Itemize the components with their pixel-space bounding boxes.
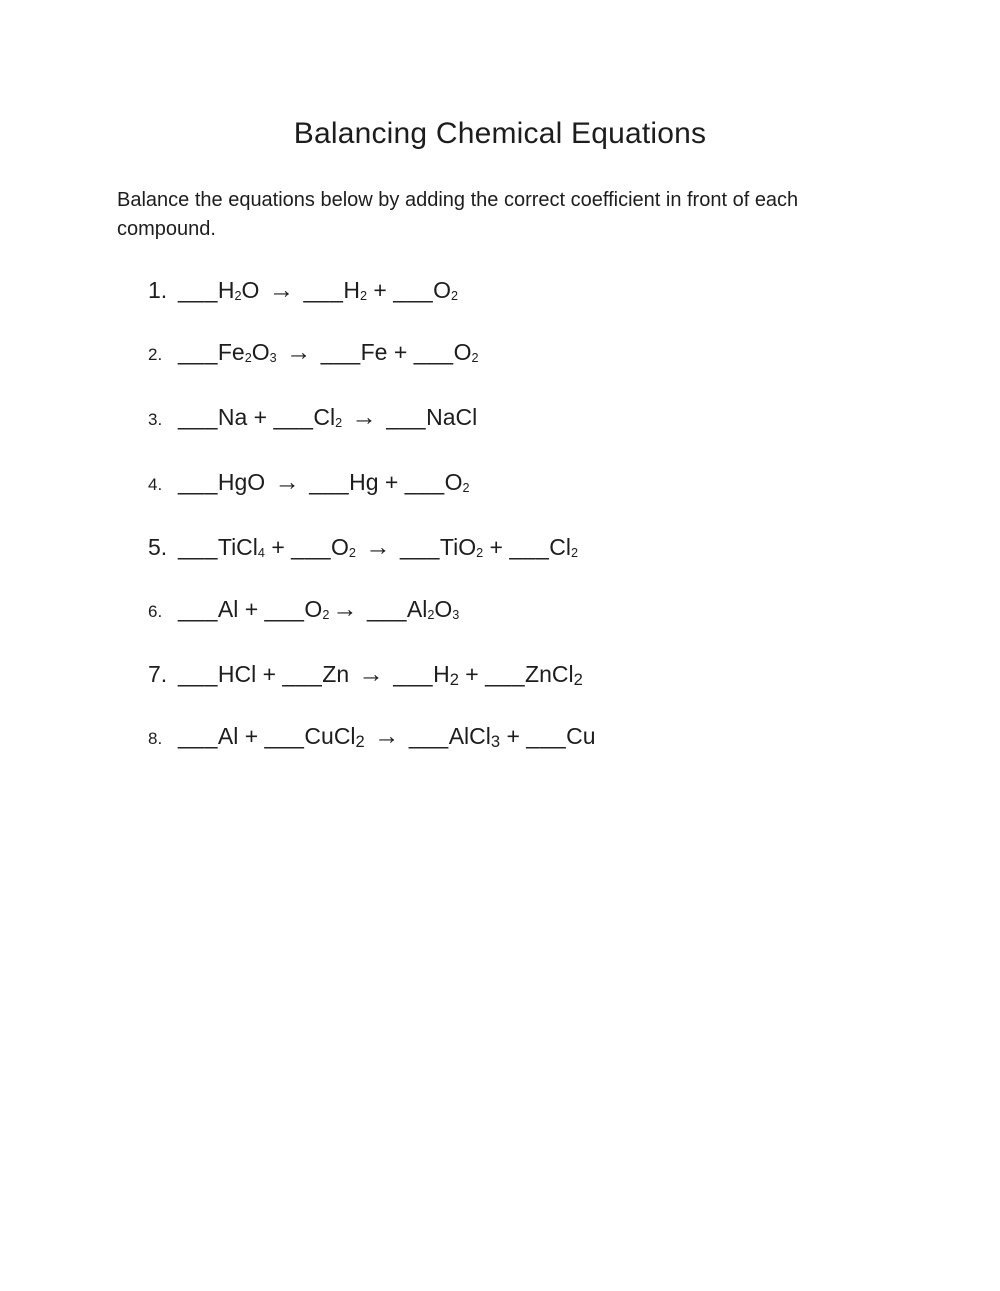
coefficient-blank[interactable]: ___ [404, 469, 445, 495]
equation-row [148, 468, 596, 499]
reaction-arrow-icon: → [374, 722, 400, 750]
subscript: 2 [449, 669, 459, 689]
subscript: 2 [335, 415, 343, 430]
coefficient-blank[interactable]: ___ [273, 404, 314, 430]
coefficient-blank[interactable]: ___ [367, 596, 407, 622]
subscript: 2 [451, 288, 459, 303]
subscript: 2 [476, 545, 484, 560]
equation-number: 8. [148, 729, 163, 748]
coefficient-blank[interactable]: ___ [393, 277, 434, 303]
equation-row [148, 595, 596, 626]
equation-row [148, 722, 596, 753]
equation-number: 5. [148, 534, 168, 560]
page-title: Balancing Chemical Equations [293, 117, 707, 150]
coefficient-blank[interactable]: ___ [526, 723, 567, 749]
subscript: 2 [427, 607, 435, 622]
coefficient-blank[interactable]: ___ [178, 339, 218, 365]
coefficient-blank[interactable]: ___ [178, 596, 218, 622]
coefficient-blank[interactable]: ___ [509, 534, 550, 560]
equation-number: 3. [148, 410, 163, 429]
coefficient-blank[interactable]: ___ [178, 277, 218, 303]
coefficient-blank[interactable]: ___ [408, 723, 449, 749]
equation-text: ___Al + ___CuCl$_2$ → ___AlCl$_3$ + ___Cu [178, 722, 596, 751]
subscript: 2 [360, 288, 368, 303]
subscript: 3 [269, 350, 277, 365]
coefficient-blank[interactable]: ___ [264, 596, 305, 622]
equation-text: $\_\_\_Fe_2O_3$ → ___Fe + $\_\_\_O_2$ [178, 338, 479, 366]
subscript: 2 [570, 545, 578, 560]
equation-number: 1. [148, 277, 168, 303]
equation-text: ___HCl + ___Zn → $\_\_\_H_2$ + ___ZnCl$_2$ [178, 660, 583, 689]
subscript: 2 [471, 350, 479, 365]
instructions-text: Balance the equations below by adding the correct coefficient in front of each compound. [117, 189, 799, 240]
reaction-arrow-icon: → [365, 533, 391, 561]
equation-list [148, 276, 596, 787]
equation-number: 2. [148, 345, 163, 364]
equation-number: 4. [148, 475, 163, 494]
coefficient-blank[interactable]: ___ [393, 661, 434, 687]
coefficient-blank[interactable]: ___ [309, 469, 350, 495]
reaction-arrow-icon: → [351, 403, 377, 431]
equation-number: 6. [148, 602, 163, 621]
equation-text: ___Na + $\_\_\_Cl_2$ → ___NaCl [178, 403, 478, 431]
coefficient-blank[interactable]: ___ [264, 723, 305, 749]
equation-text: ___TiCl$_4$ + $\_\_\_O_2$ → ___TiO$_2$ + $\_\_\_Cl_2$ [178, 533, 578, 561]
reaction-arrow-icon: → [274, 468, 300, 496]
equation-row [148, 403, 596, 434]
subscript: 2 [348, 545, 356, 560]
coefficient-blank[interactable]: ___ [320, 339, 361, 365]
equation-text: ___Al + $\_\_\_O_2$ → $\_\_\_Al_2O_3$ [178, 595, 460, 623]
coefficient-blank[interactable]: ___ [485, 661, 526, 687]
coefficient-blank[interactable]: ___ [282, 661, 323, 687]
subscript: 3 [452, 607, 460, 622]
reaction-arrow-icon: → [332, 595, 358, 623]
subscript: 2 [355, 731, 365, 751]
coefficient-blank[interactable]: ___ [386, 404, 427, 430]
reaction-arrow-icon: → [268, 276, 295, 304]
equation-row [148, 276, 596, 304]
equation-row [148, 533, 596, 561]
equation-row [148, 338, 596, 369]
subscript: 2 [462, 480, 470, 495]
coefficient-blank[interactable]: ___ [303, 277, 344, 303]
coefficient-blank[interactable]: ___ [178, 723, 218, 749]
equation-text: $\_\_\_H_2O$ → $\_\_\_H_2$ + $\_\_\_O_2$ [178, 276, 459, 304]
coefficient-blank[interactable]: ___ [400, 534, 440, 560]
subscript: 3 [490, 731, 501, 751]
coefficient-blank[interactable]: ___ [291, 534, 332, 560]
equation-text: ___HgO → ___Hg + $\_\_\_O_2$ [178, 468, 470, 496]
reaction-arrow-icon: → [358, 660, 384, 688]
subscript: 2 [573, 669, 583, 689]
subscript: 4 [257, 545, 265, 560]
coefficient-blank[interactable]: ___ [178, 534, 218, 560]
subscript: 2 [234, 288, 242, 303]
subscript: 2 [244, 350, 252, 365]
coefficient-blank[interactable]: ___ [413, 339, 454, 365]
reaction-arrow-icon: → [286, 338, 312, 366]
coefficient-blank[interactable]: ___ [178, 404, 218, 430]
equation-number: 7. [148, 661, 168, 687]
coefficient-blank[interactable]: ___ [178, 469, 218, 495]
equation-row [148, 660, 596, 688]
coefficient-blank[interactable]: ___ [178, 661, 218, 687]
subscript: 2 [322, 607, 330, 622]
